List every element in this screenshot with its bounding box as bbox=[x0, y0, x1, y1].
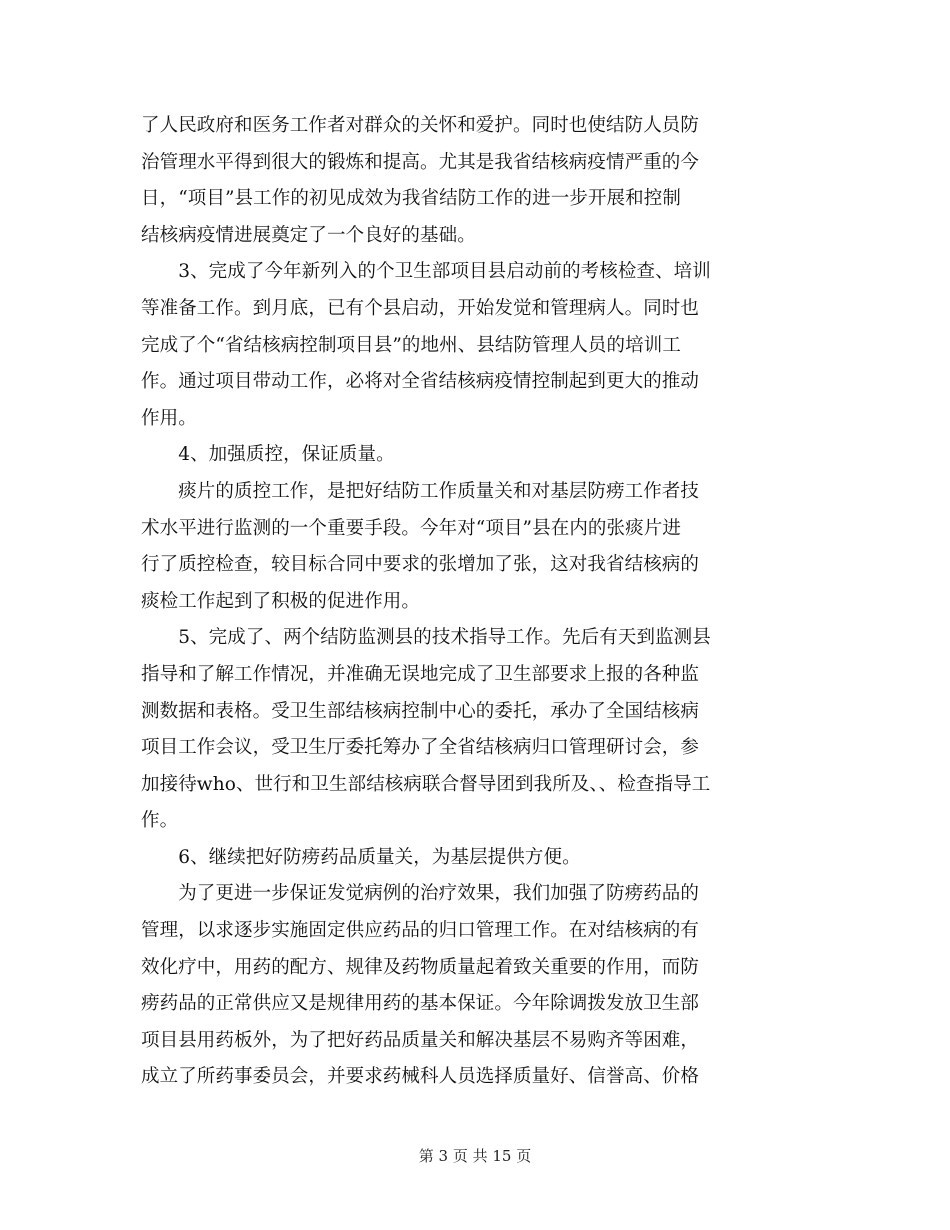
text-line: 为了更进一步保证发觉病例的治疗效果，我们加强了防痨药品的 bbox=[141, 883, 700, 905]
text-line: 行了质控检查，较目标合同中要求的张增加了张，这对我省结核病的 bbox=[141, 554, 700, 576]
text-line: 作用。 bbox=[141, 407, 197, 429]
text-line: 5、完成了、两个结防监测县的技术指导工作。先后有天到监测县 bbox=[141, 627, 711, 649]
text-line: 等准备工作。到月底，已有个县启动，开始发觉和管理病人。同时也 bbox=[141, 297, 700, 319]
text-line: 治管理水平得到很大的锻炼和提高。尤其是我省结核病疫情严重的今 bbox=[141, 151, 700, 173]
text-line: 日，“项目”县工作的初见成效为我省结防工作的进一步开展和控制 bbox=[141, 188, 681, 210]
text-line: 作。 bbox=[141, 810, 179, 832]
text-line: 作。通过项目带动工作，必将对全省结核病疫情控制起到更大的推动 bbox=[141, 371, 700, 393]
text-line: 测数据和表格。受卫生部结核病控制中心的委托，承办了全国结核病 bbox=[141, 700, 700, 722]
text-line: 3、完成了今年新列入的个卫生部项目县启动前的考核检查、培训 bbox=[141, 261, 711, 283]
text-line: 项目工作会议，受卫生厅委托筹办了全省结核病归口管理研讨会，参 bbox=[141, 737, 700, 759]
text-line: 加接待who、世行和卫生部结核病联合督导团到我所及、、检查指导工 bbox=[141, 773, 711, 795]
body-text bbox=[141, 108, 811, 1096]
text-line: 结核病疫情进展奠定了一个良好的基础。 bbox=[141, 224, 476, 246]
text-line: 项目县用药板外，为了把好药品质量关和解决基层不易购齐等困难， bbox=[141, 1029, 700, 1051]
text-line: 成立了所药事委员会，并要求药械科人员选择质量好、信誉高、价格 bbox=[141, 1066, 700, 1088]
text-line: 痰片的质控工作，是把好结防工作质量关和对基层防痨工作者技 bbox=[141, 480, 700, 502]
page-number-footer: 第 3 页 共 15 页 bbox=[418, 1147, 532, 1165]
section-heading: 6、继续把好防痨药品质量关，为基层提供方便。 bbox=[141, 846, 581, 868]
text-line: 效化疗中，用药的配方、规律及药物质量起着致关重要的作用，而防 bbox=[141, 956, 700, 978]
text-line: 痰检工作起到了积极的促进作用。 bbox=[141, 590, 421, 612]
text-line: 完成了个“省结核病控制项目县”的地州、县结防管理人员的培训工 bbox=[141, 334, 681, 356]
text-line: 指导和了解工作情况，并准确无误地完成了卫生部要求上报的各种监 bbox=[141, 663, 700, 685]
text-line: 术水平进行监测的一个重要手段。今年对“项目”县在内的张痰片进 bbox=[141, 517, 681, 539]
text-line: 了人民政府和医务工作者对群众的关怀和爱护。同时也使结防人员防 bbox=[141, 115, 700, 136]
text-line: 管理，以求逐步实施固定供应药品的归口管理工作。在对结核病的有 bbox=[141, 920, 700, 942]
text-line: 痨药品的正常供应又是规律用药的基本保证。今年除调拨发放卫生部 bbox=[141, 993, 700, 1015]
section-heading: 4、加强质控，保证质量。 bbox=[141, 444, 395, 466]
